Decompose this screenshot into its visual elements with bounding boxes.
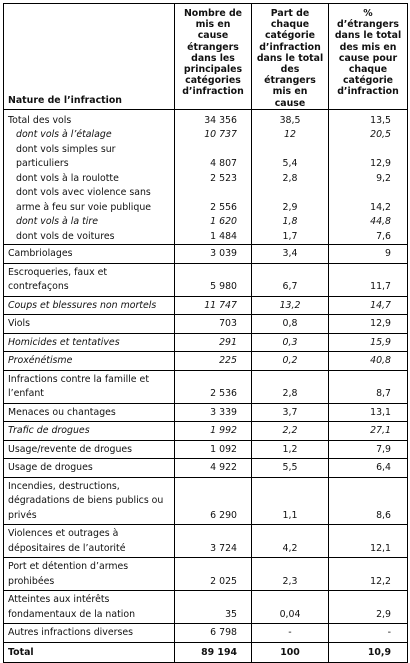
row-count: 2 536 xyxy=(175,370,252,403)
row-count: 2 025 xyxy=(175,558,252,591)
row-label: dont vols avec violence sans arme à feu sur voie publique xyxy=(4,186,175,215)
row-share: 2,8 xyxy=(252,370,329,403)
row-share: 1,1 xyxy=(252,477,329,525)
row-count: 2 523 xyxy=(175,172,252,187)
table-row xyxy=(4,370,408,403)
header-row xyxy=(4,4,408,110)
row-percent: 7,9 xyxy=(329,440,408,459)
table-row xyxy=(4,352,408,371)
row-count: 1 992 xyxy=(175,422,252,441)
table-row xyxy=(4,245,408,264)
row-count: 703 xyxy=(175,315,252,334)
row-label: Infractions contre la famille et l’enfant xyxy=(4,370,175,403)
table-row xyxy=(4,109,408,128)
row-label: Port et détention d’armes prohibées xyxy=(4,558,175,591)
row-count: 291 xyxy=(175,333,252,352)
table-row xyxy=(4,422,408,441)
row-share: 4,2 xyxy=(252,525,329,558)
row-count: 6 290 xyxy=(175,477,252,525)
row-share: 6,7 xyxy=(252,263,329,296)
row-percent: 27,1 xyxy=(329,422,408,441)
row-count: 225 xyxy=(175,352,252,371)
row-count: 3 039 xyxy=(175,245,252,264)
row-count: 11 747 xyxy=(175,296,252,315)
table-row xyxy=(4,215,408,230)
row-count: 1 092 xyxy=(175,440,252,459)
row-label: Usage/revente de drogues xyxy=(4,440,175,459)
row-label: dont vols à l’étalage xyxy=(4,128,175,143)
header-col1: Nombre de mis en cause étrangers dans les principales catégories d’infraction xyxy=(175,4,252,110)
table-row xyxy=(4,263,408,296)
row-percent: 9 xyxy=(329,245,408,264)
row-label: Cambriolages xyxy=(4,245,175,264)
row-share: 0,2 xyxy=(252,352,329,371)
row-share: 2,3 xyxy=(252,558,329,591)
row-percent: 6,4 xyxy=(329,459,408,478)
row-count: 10 737 xyxy=(175,128,252,143)
table-row xyxy=(4,333,408,352)
row-label: Atteintes aux intérêts fondamentaux de la nation xyxy=(4,591,175,624)
row-share: 0,3 xyxy=(252,333,329,352)
row-count: 1 484 xyxy=(175,230,252,245)
table-row xyxy=(4,477,408,525)
row-percent: 8,6 xyxy=(329,477,408,525)
table-row xyxy=(4,128,408,143)
infraction-table xyxy=(3,3,408,663)
row-share: 1,2 xyxy=(252,440,329,459)
row-share: 2,9 xyxy=(252,186,329,215)
row-share: 2,2 xyxy=(252,422,329,441)
row-share: 12 xyxy=(252,128,329,143)
row-label: dont vols à la tire xyxy=(4,215,175,230)
table-row xyxy=(4,558,408,591)
row-percent: 12,9 xyxy=(329,315,408,334)
row-label: Autres infractions diverses xyxy=(4,624,175,643)
row-label: dont vols à la roulotte xyxy=(4,172,175,187)
row-count: 2 556 xyxy=(175,186,252,215)
table-row xyxy=(4,403,408,422)
table-row xyxy=(4,459,408,478)
row-label: Coups et blessures non mortels xyxy=(4,296,175,315)
table-row xyxy=(4,143,408,172)
row-count: 35 xyxy=(175,591,252,624)
row-share: 3,7 xyxy=(252,403,329,422)
row-percent: 13,1 xyxy=(329,403,408,422)
table-row xyxy=(4,230,408,245)
header-col2: Part de chaque catégorie d’infraction dans le total des étrangers mis en cause xyxy=(252,4,329,110)
row-percent: 8,7 xyxy=(329,370,408,403)
row-share: 0,8 xyxy=(252,315,329,334)
row-label: dont vols simples sur particuliers xyxy=(4,143,175,172)
table-row xyxy=(4,440,408,459)
table-row xyxy=(4,296,408,315)
row-label: Violences et outrages à dépositaires de l’autorité xyxy=(4,525,175,558)
row-share: 2,8 xyxy=(252,172,329,187)
header-nature: Nature de l’infraction xyxy=(4,4,175,110)
row-label: Incendies, destructions, dégradations de biens publics ou privés xyxy=(4,477,175,525)
total-row xyxy=(4,642,408,663)
row-count: 89 194 xyxy=(175,642,252,663)
row-percent: 7,6 xyxy=(329,230,408,245)
row-percent: 11,7 xyxy=(329,263,408,296)
row-percent: 12,9 xyxy=(329,143,408,172)
row-count: 3 339 xyxy=(175,403,252,422)
row-label: Escroqueries, faux et contrefaçons xyxy=(4,263,175,296)
row-percent: 12,1 xyxy=(329,525,408,558)
row-count: 3 724 xyxy=(175,525,252,558)
table-row xyxy=(4,315,408,334)
row-share: 5,4 xyxy=(252,143,329,172)
row-share: 13,2 xyxy=(252,296,329,315)
row-share: 0,04 xyxy=(252,591,329,624)
row-label: Proxénétisme xyxy=(4,352,175,371)
row-percent: 10,9 xyxy=(329,642,408,663)
row-count: 6 798 xyxy=(175,624,252,643)
row-count: 4 807 xyxy=(175,143,252,172)
table-row xyxy=(4,591,408,624)
row-share: 1,8 xyxy=(252,215,329,230)
header-col3: % d’étrangers dans le total des mis en cause pour chaque catégorie d’infraction xyxy=(329,4,408,110)
row-percent: 40,8 xyxy=(329,352,408,371)
row-percent: 14,7 xyxy=(329,296,408,315)
row-label: Total des vols xyxy=(4,109,175,128)
row-share: 100 xyxy=(252,642,329,663)
row-label: Trafic de drogues xyxy=(4,422,175,441)
row-label: Usage de drogues xyxy=(4,459,175,478)
row-share: 38,5 xyxy=(252,109,329,128)
row-percent: 44,8 xyxy=(329,215,408,230)
row-label: Total xyxy=(4,642,175,663)
row-share: 5,5 xyxy=(252,459,329,478)
row-count: 34 356 xyxy=(175,109,252,128)
row-share: 1,7 xyxy=(252,230,329,245)
row-count: 1 620 xyxy=(175,215,252,230)
row-percent: 14,2 xyxy=(329,186,408,215)
row-percent: 13,5 xyxy=(329,109,408,128)
row-label: dont vols de voitures xyxy=(4,230,175,245)
row-label: Homicides et tentatives xyxy=(4,333,175,352)
row-percent: - xyxy=(329,624,408,643)
row-share: - xyxy=(252,624,329,643)
row-share: 3,4 xyxy=(252,245,329,264)
row-label: Menaces ou chantages xyxy=(4,403,175,422)
row-percent: 2,9 xyxy=(329,591,408,624)
table-row xyxy=(4,624,408,643)
table-row xyxy=(4,186,408,215)
row-count: 4 922 xyxy=(175,459,252,478)
row-count: 5 980 xyxy=(175,263,252,296)
row-percent: 20,5 xyxy=(329,128,408,143)
row-percent: 12,2 xyxy=(329,558,408,591)
table-row xyxy=(4,172,408,187)
row-label: Viols xyxy=(4,315,175,334)
table-row xyxy=(4,525,408,558)
row-percent: 9,2 xyxy=(329,172,408,187)
row-percent: 15,9 xyxy=(329,333,408,352)
